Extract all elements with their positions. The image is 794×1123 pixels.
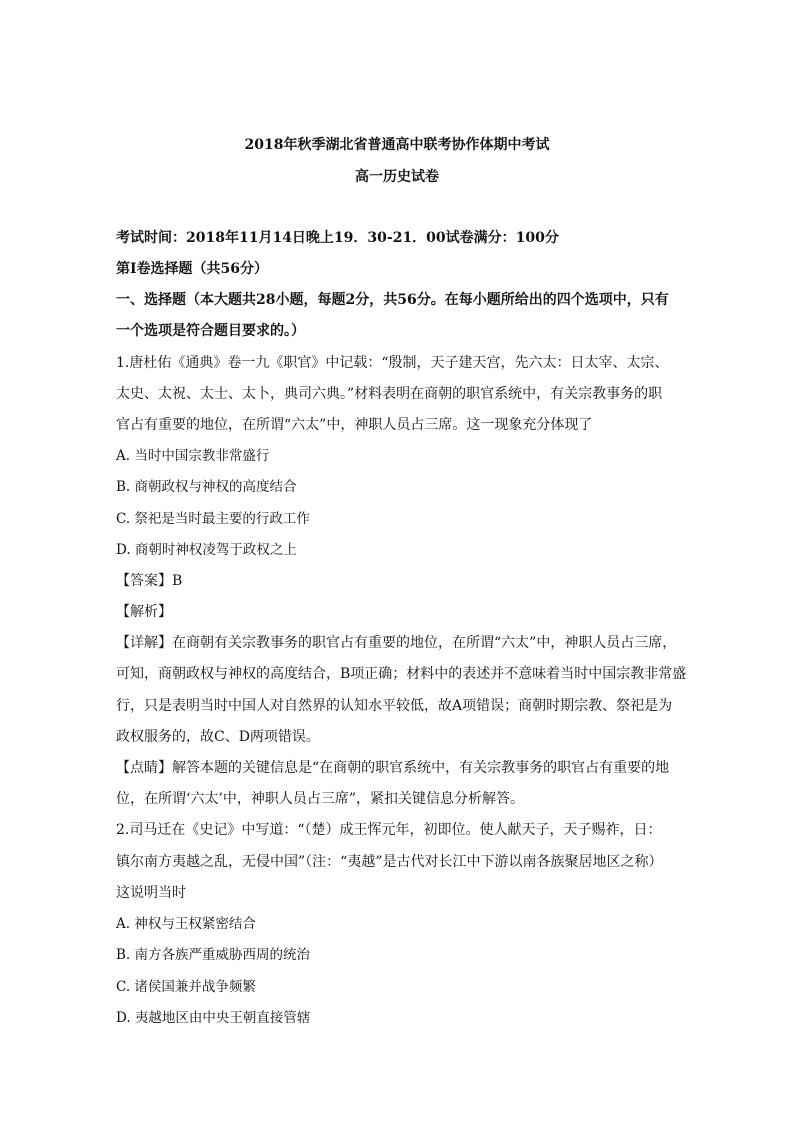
exam-info: 考试时间：2018年11月14日晚上19．30-21．00试卷满分：100分	[116, 230, 559, 246]
question-1-answer: 【答案】B	[116, 573, 183, 589]
question-1-option-d: D. 商朝时神权凌驾于政权之上	[116, 542, 297, 558]
question-1-tip: 【点睛】解答本题的关键信息是“在商朝的职官系统中，有关宗教事务的职官占有重要的地	[116, 760, 670, 776]
exam-title: 2018年秋季湖北省普通高中联考协作体期中考试	[244, 137, 550, 153]
question-2-stem: 2.司马迁在《史记》中写道：“（楚）成王恽元年，初即位。使人献天子，天子赐祚，日：	[116, 822, 662, 838]
question-2-stem: 镇尔南方夷越之乱，无侵中国”（注：“夷越”是古代对长江中下游以南各族聚居地区之称）	[116, 854, 663, 870]
instruction-line: 一、选择题（本大题共28小题，每题2分，共56分。在每小题所给出的四个选项中，只有	[116, 292, 669, 308]
question-2-option-a: A. 神权与王权紧密结合	[116, 916, 256, 932]
question-1-detail: 政权服务的，故C、D两项错误。	[116, 729, 320, 745]
question-1-detail: 【详解】在商朝有关宗教事务的职官占有重要的地位，在所谓“六太”中，神职人员占三席，	[116, 635, 677, 651]
question-1-stem: 1.唐杜佑《通典》卷一九《职官》中记载：“殷制，天子建天宫，先六太：日太宰、太宗、	[116, 355, 669, 371]
question-2-stem: 这说明当时	[116, 885, 186, 901]
question-2-option-b: B. 南方各族严重威胁西周的统治	[116, 947, 311, 963]
question-1-detail: 行，只是表明当时中国人对自然界的认知水平较低，故A项错误；商朝时期宗教、祭祀是为	[116, 698, 673, 714]
instruction-line: 一个选项是符合题目要求的。）	[116, 323, 305, 339]
question-1-analysis-label: 【解析】	[116, 604, 172, 620]
question-1-tip: 位，在所谓‘六太’中，神职人员占三席”，紧扣关键信息分析解答。	[116, 791, 525, 807]
question-1-option-a: A. 当时中国宗教非常盛行	[116, 448, 270, 464]
question-1-detail: 可知，商朝政权与神权的高度结合，B项正确；材料中的表述并不意味着当时中国宗教非常盛	[116, 666, 687, 682]
exam-subtitle: 高一历史试卷	[355, 169, 439, 185]
question-1-stem: 官占有重要的地位，在所谓“六太”中，神职人员占三席。这一现象充分体现了	[116, 417, 593, 433]
question-1-stem: 太史、太祝、太士、太卜，典司六典。”材料表明在商朝的职官系统中，有关宗教事务的职	[116, 386, 663, 402]
question-1-option-b: B. 商朝政权与神权的高度结合	[116, 479, 297, 495]
section-heading: 第Ⅰ卷选择题（共56分）	[116, 261, 269, 277]
question-1-option-c: C. 祭祀是当时最主要的行政工作	[116, 511, 310, 527]
question-2-option-c: C. 诸侯国兼并战争频繁	[116, 979, 256, 995]
question-2-option-d: D. 夷越地区由中央王朝直接管辖	[116, 1010, 311, 1026]
